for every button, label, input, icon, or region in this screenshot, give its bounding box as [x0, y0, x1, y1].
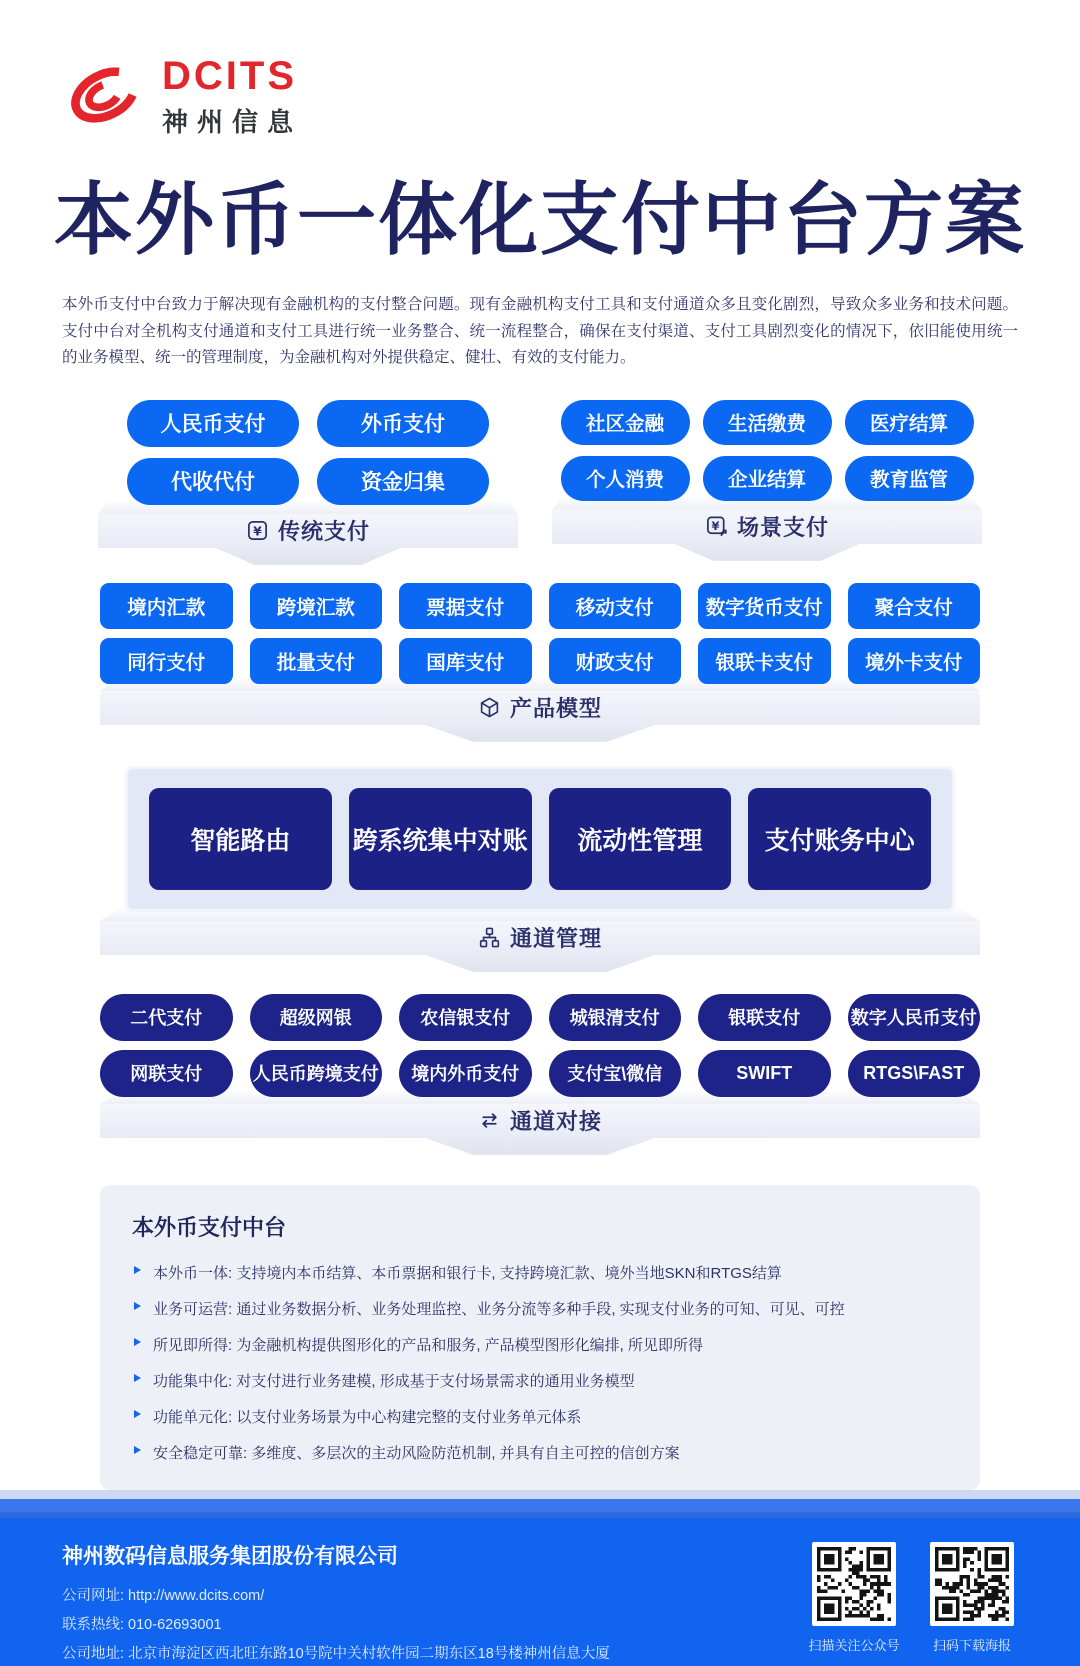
product-box: 境外卡支付 — [848, 638, 981, 684]
management-box: 智能路由 — [149, 788, 332, 890]
summary-bullet: 功能集中化: 对支付进行业务建模, 形成基于支付场景需求的通用业务模型 — [132, 1370, 948, 1391]
connection-pill: 支付宝\微信 — [549, 1050, 682, 1097]
connection-pill: 境内外币支付 — [399, 1050, 532, 1097]
product-box: 票据支付 — [399, 583, 532, 629]
product-box: 跨境汇款 — [250, 583, 383, 629]
channel-management-section — [100, 766, 980, 972]
qr-label-wechat: 扫描关注公众号 — [808, 1637, 900, 1653]
product-box-grid — [100, 583, 980, 684]
traditional-label: 传统支付 — [277, 519, 370, 545]
connection-pedestal — [100, 1091, 980, 1155]
swap-arrows-icon — [478, 1109, 501, 1132]
product-model-section — [100, 583, 980, 742]
footer-contact-block — [62, 1540, 610, 1666]
product-box: 财政支付 — [549, 638, 682, 684]
management-box: 流动性管理 — [549, 788, 732, 890]
channel-management-panel — [125, 766, 955, 912]
management-box: 支付账务中心 — [748, 788, 931, 890]
pedestal-tab — [425, 1138, 655, 1155]
qr-label-poster: 扫码下载海报 — [932, 1637, 1011, 1653]
company-hotline: 联系热线: 010-62693001 — [62, 1616, 222, 1633]
yen-scene-icon — [705, 515, 728, 538]
summary-bullet-list — [132, 1262, 948, 1463]
summary-bullet: 所见即所得: 为金融机构提供图形化的产品和服务, 产品模型图形化编排, 所见即所得 — [132, 1334, 948, 1355]
connection-pill: 数字人民币支付 — [848, 994, 981, 1041]
management-label-bar — [100, 921, 980, 955]
product-label: 产品模型 — [509, 696, 602, 722]
scene-pill: 医疗结算 — [845, 400, 974, 445]
summary-panel — [100, 1185, 980, 1490]
company-name: 神州数码信息服务集团股份有限公司 — [62, 1544, 398, 1568]
product-box: 国库支付 — [399, 638, 532, 684]
page-title: 本外币一体化支付中台方案 — [54, 175, 1026, 264]
management-pedestal — [100, 908, 980, 972]
connection-pill: 城银清支付 — [549, 994, 682, 1041]
connection-pill: 网联支付 — [100, 1050, 233, 1097]
footer-band-light — [0, 1490, 1080, 1499]
connection-pill: 银联支付 — [698, 994, 831, 1041]
connection-pill: SWIFT — [698, 1050, 831, 1097]
scene-pill-grid — [552, 400, 982, 501]
qr-block-poster — [926, 1542, 1018, 1666]
company-website: 公司网址: http://www.dcits.com/ — [62, 1587, 265, 1604]
management-box: 跨系统集中对账 — [349, 788, 532, 890]
traditional-label-bar — [98, 514, 518, 548]
scene-pill: 企业结算 — [703, 456, 832, 501]
qr-block-wechat — [808, 1542, 900, 1666]
dcits-swirl-icon — [62, 58, 148, 137]
brand-name-cn: 神州信息 — [162, 107, 303, 137]
scene-pill: 教育监管 — [845, 456, 974, 501]
qr-code-group — [808, 1540, 1018, 1666]
channel-connection-section — [100, 994, 980, 1155]
company-address: 公司地址: 北京市海淀区西北旺东路10号院中关村软件园二期东区18号楼神州信息大厦 — [62, 1645, 610, 1662]
scene-label: 场景支付 — [736, 515, 829, 541]
footer-main — [0, 1518, 1080, 1666]
product-box: 同行支付 — [100, 638, 233, 684]
pedestal-tab — [425, 955, 655, 972]
pedestal-tab — [675, 544, 860, 561]
summary-bullet: 功能单元化: 以支付业务场景为中心构建完整的支付业务单元体系 — [132, 1406, 948, 1427]
connection-pill: 农信银支付 — [399, 994, 532, 1041]
traditional-pill: 资金归集 — [317, 458, 489, 505]
qr-code-wechat — [812, 1542, 896, 1626]
connection-label-bar — [100, 1104, 980, 1138]
product-box: 移动支付 — [549, 583, 682, 629]
traditional-pill-grid — [98, 400, 518, 505]
traditional-pill: 代收代付 — [127, 458, 299, 505]
scene-pedestal — [552, 497, 982, 561]
connection-pill: 人民币跨境支付 — [250, 1050, 383, 1097]
management-label: 通道管理 — [509, 926, 602, 952]
connection-pill-grid — [100, 994, 980, 1097]
svg-text:¥: ¥ — [711, 519, 720, 534]
management-box-row — [149, 788, 931, 890]
qr-code-poster — [930, 1542, 1014, 1626]
footer — [0, 1490, 1080, 1666]
brand-name: DCITS — [162, 54, 297, 98]
summary-bullet: 本外币一体: 支持境内本币结算、本币票据和银行卡, 支持跨境汇款、境外当地SKN和RTGS结算 — [132, 1262, 948, 1283]
summary-bullet: 业务可运营: 通过业务数据分析、业务处理监控、业务分流等多种手段, 实现支付业务的可知、可见、可控 — [132, 1298, 948, 1319]
cube-icon — [478, 696, 501, 719]
traditional-pedestal — [98, 501, 518, 565]
sitemap-icon — [478, 926, 501, 949]
top-payment-groups — [98, 400, 982, 565]
connection-pill: 二代支付 — [100, 994, 233, 1041]
traditional-payment-group — [98, 400, 518, 565]
connection-pill: RTGS\FAST — [848, 1050, 981, 1097]
pedestal-tab — [216, 548, 401, 565]
footer-band-mid — [0, 1499, 1080, 1512]
scene-pill: 生活缴费 — [703, 400, 832, 445]
product-box: 批量支付 — [250, 638, 383, 684]
summary-bullet: 安全稳定可靠: 多维度、多层次的主动风险防范机制, 并具有自主可控的信创方案 — [132, 1442, 948, 1463]
scene-pill: 社区金融 — [561, 400, 690, 445]
scene-pill: 个人消费 — [561, 456, 690, 501]
product-pedestal — [100, 678, 980, 742]
scene-payment-group — [552, 400, 982, 565]
intro-paragraph: 本外币支付中台致力于解决现有金融机构的支付整合问题。现有金融机构支付工具和支付通道众多且变化剧烈，导致众多业务和技术问题。支付中台对全机构支付通道和支付工具进行统一业务整合、统一流程整合，确保在支付渠道、支付工具剧烈变化的情况下，依旧能使用统一的业务模型、统一的管理制度，为金融机构对外提供稳定、健壮、有效的支付能力。 — [62, 295, 1018, 367]
yen-square-icon — [246, 519, 269, 542]
traditional-pill: 外币支付 — [317, 400, 489, 447]
brand-logo — [62, 56, 1080, 139]
product-box: 银联卡支付 — [698, 638, 831, 684]
svg-text:¥: ¥ — [253, 523, 262, 539]
scene-label-bar — [552, 510, 982, 544]
product-label-bar — [100, 691, 980, 725]
product-box: 境内汇款 — [100, 583, 233, 629]
connection-pill: 超级网银 — [250, 994, 383, 1041]
product-box: 数字货币支付 — [698, 583, 831, 629]
product-box: 聚合支付 — [848, 583, 981, 629]
traditional-pill: 人民币支付 — [127, 400, 299, 447]
connection-label: 通道对接 — [509, 1109, 602, 1135]
summary-title: 本外币支付中台 — [132, 1214, 287, 1240]
pedestal-tab — [425, 725, 655, 742]
